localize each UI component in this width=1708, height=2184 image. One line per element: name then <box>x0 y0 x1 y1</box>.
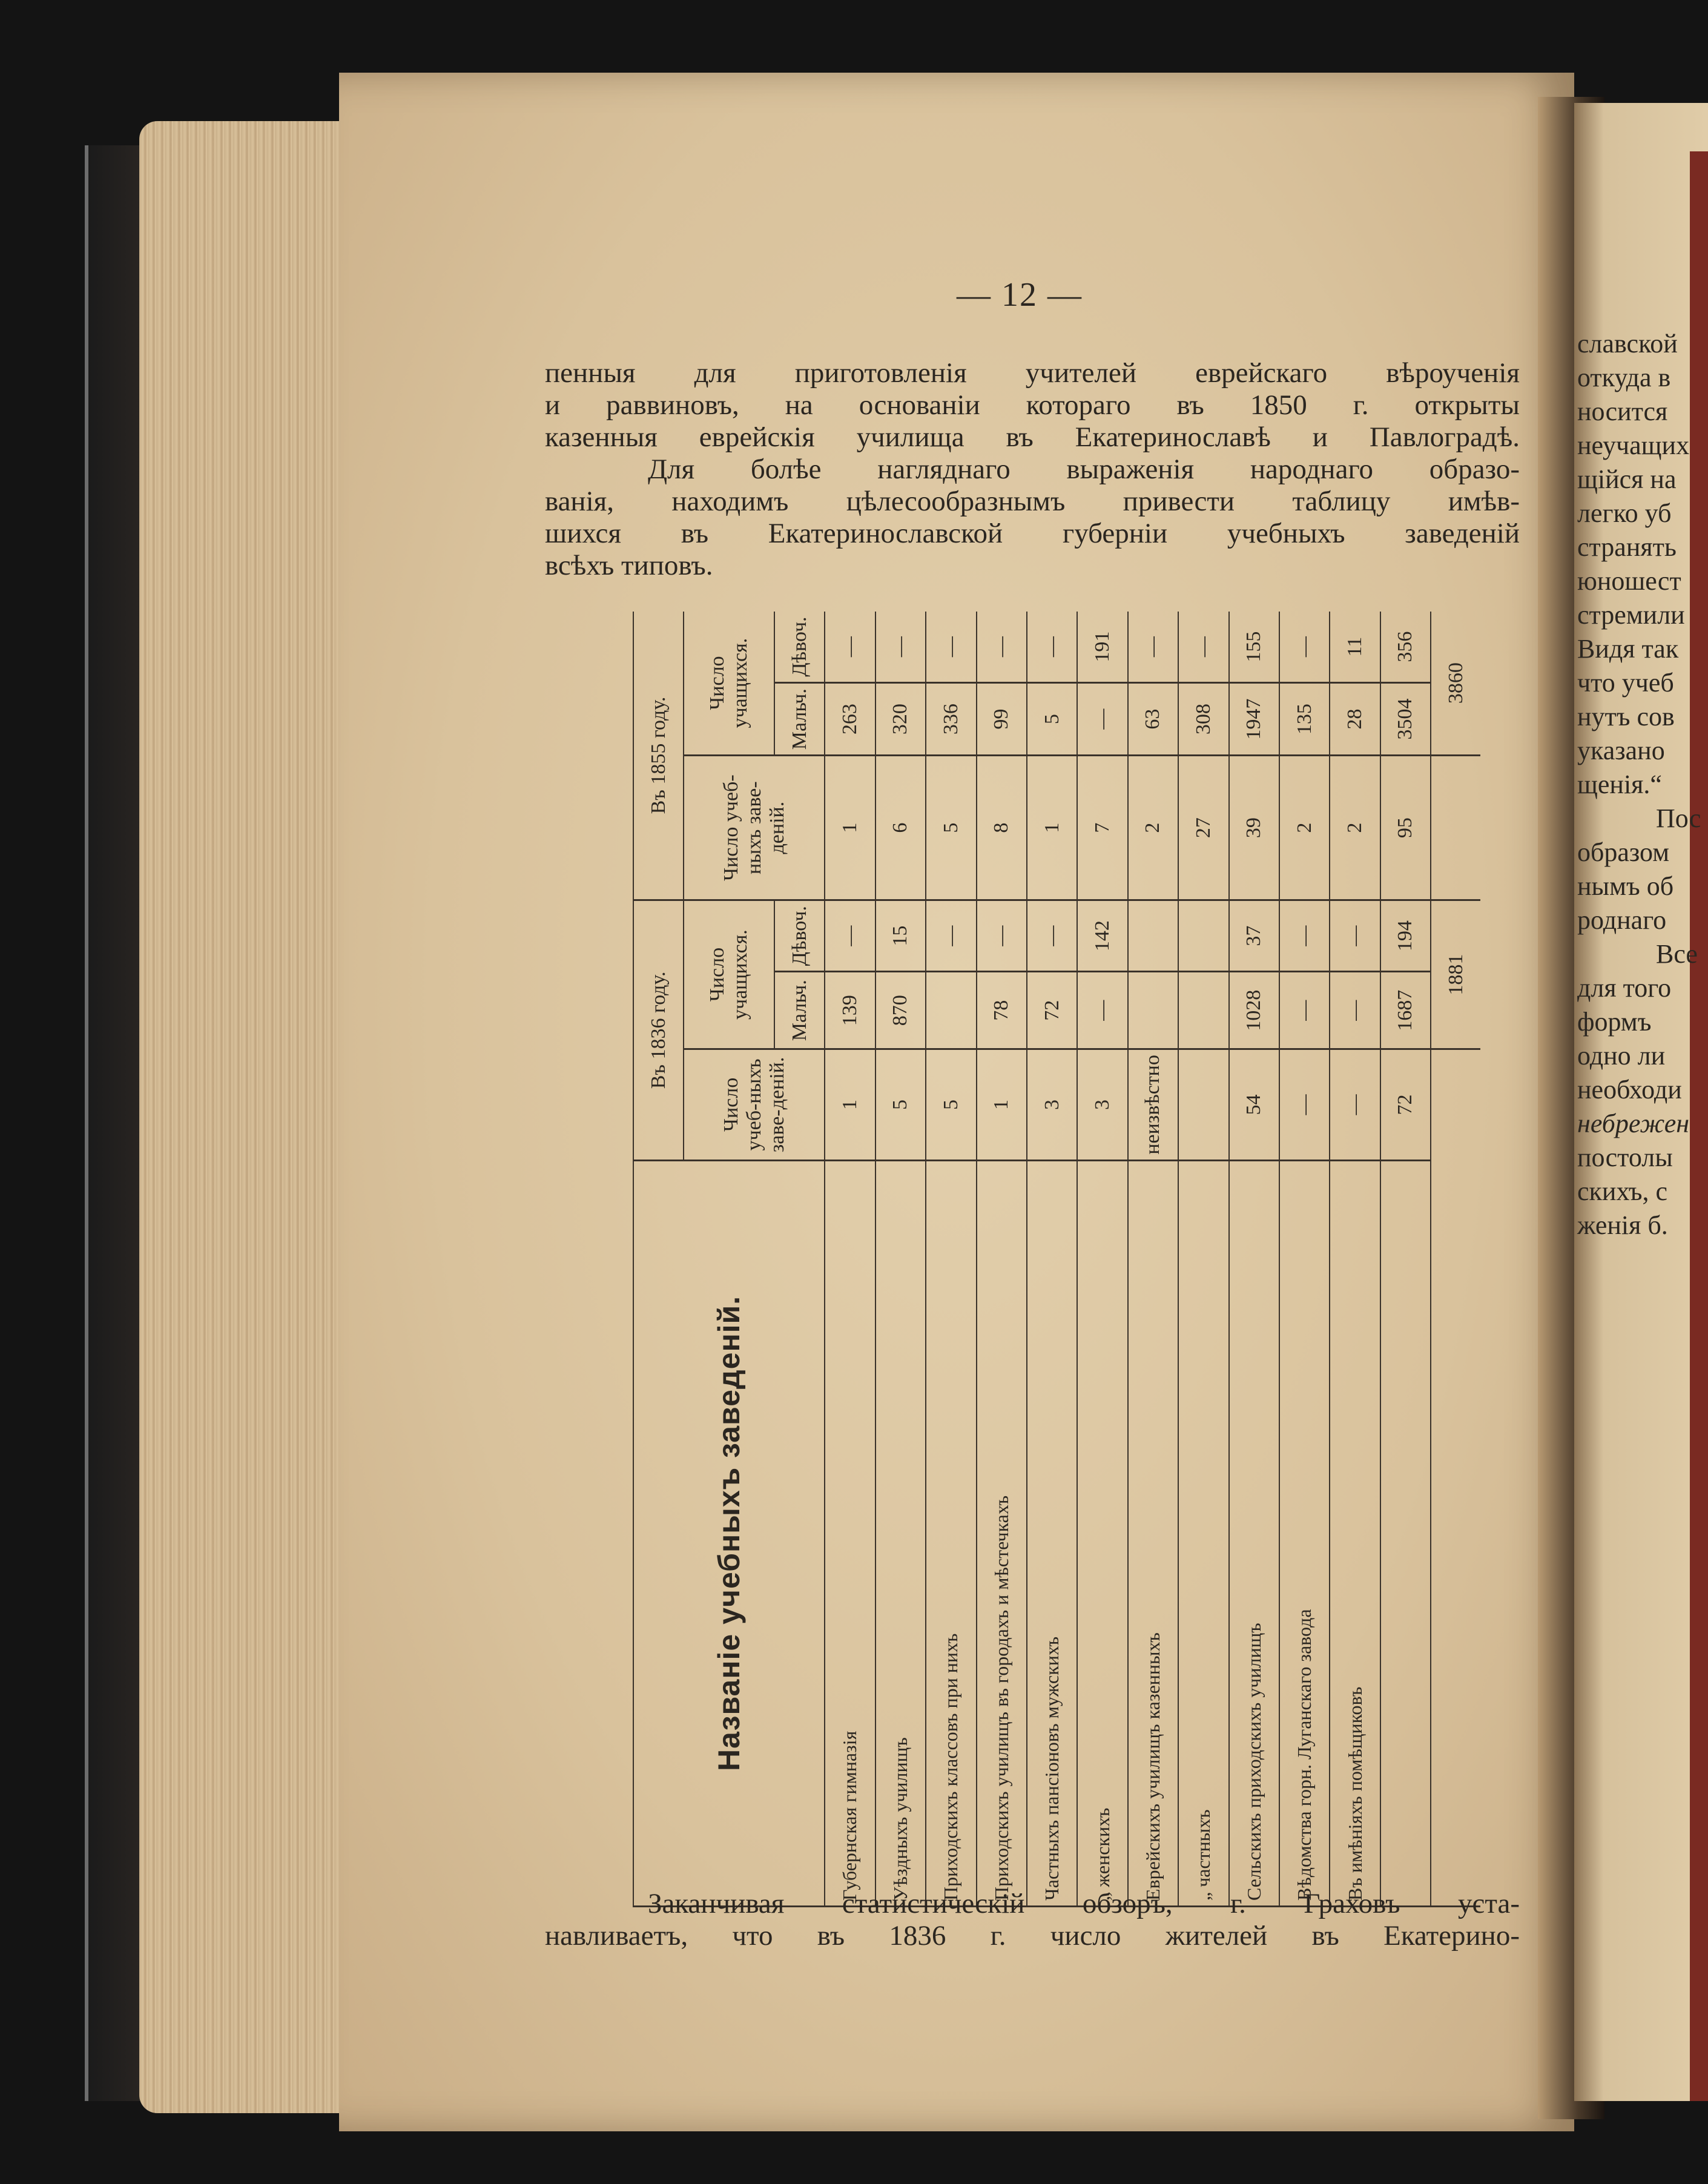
institutions-1836: 1 <box>977 1049 1027 1161</box>
right-page-text <box>1577 327 1701 1242</box>
girls-1836: — <box>1330 900 1380 972</box>
girls-1855: — <box>875 612 926 683</box>
boys-1855: 1947 <box>1229 683 1279 756</box>
table-row <box>1279 612 1330 1907</box>
boys-1836: — <box>1279 972 1330 1049</box>
right-line: легко уб <box>1577 498 1672 528</box>
institution-name: „ женскихъ <box>1077 1160 1127 1906</box>
text-line: Заканчивая статистическій обзоръ, г. Граховъ уста- <box>648 1888 1520 1919</box>
total-boys-1855: 3504 <box>1380 683 1431 756</box>
total-girls-1855: 356 <box>1380 612 1431 683</box>
institution-name: Частныхъ пансіоновъ мужскихъ <box>1027 1160 1077 1906</box>
right-line: образом <box>1577 837 1670 867</box>
girls-1855: — <box>1178 612 1228 683</box>
header-year-1836: Въ 1836 году. <box>633 900 684 1161</box>
institutions-1855: 39 <box>1229 756 1279 900</box>
text-line: шихся въ Екатеринославской губерніи учебныхъ заведеній <box>545 518 1520 549</box>
grand-total-row <box>1431 612 1480 1907</box>
text-line: казенныя еврейскія училища въ Екатеринославѣ и Павлоградѣ. <box>545 421 1520 453</box>
boys-1836 <box>1178 972 1228 1049</box>
right-line: нутъ сов <box>1577 702 1675 731</box>
girls-1855: — <box>977 612 1027 683</box>
grand-total-gap <box>1431 756 1480 900</box>
table-row <box>875 612 926 1907</box>
institutions-1836: — <box>1279 1049 1330 1161</box>
total-girls-1836: 194 <box>1380 900 1431 972</box>
text-line: пенныя для приготовленія учителей еврейскаго вѣроученія <box>545 357 1520 389</box>
header-boys-1836: Мальч. <box>774 972 825 1049</box>
boys-1836: 139 <box>825 972 875 1049</box>
institutions-1855: 27 <box>1178 756 1228 900</box>
institutions-1836: 54 <box>1229 1049 1279 1161</box>
table-row <box>977 612 1027 1907</box>
girls-1836: — <box>1027 900 1077 972</box>
right-line: скихъ, с <box>1577 1176 1668 1206</box>
boys-1855: 28 <box>1330 683 1380 756</box>
boys-1855: 336 <box>926 683 976 756</box>
institutions-1836: 5 <box>875 1049 926 1161</box>
girls-1855: 191 <box>1077 612 1127 683</box>
institutions-1855: 5 <box>926 756 976 900</box>
right-line: женія б. <box>1577 1210 1668 1240</box>
institution-name: Еврейскихъ училищъ казенныхъ <box>1128 1160 1178 1906</box>
girls-1836: 37 <box>1229 900 1279 972</box>
header-row-years <box>633 612 684 1907</box>
table-row <box>825 612 875 1907</box>
text-line: всѣхъ типовъ. <box>545 550 713 581</box>
grand-total-label <box>1431 1049 1480 1907</box>
right-line: что учеб <box>1577 668 1674 698</box>
total-institutions-1855: 95 <box>1380 756 1431 900</box>
header-year-1855: Въ 1855 году. <box>633 612 684 900</box>
boys-1855: 308 <box>1178 683 1228 756</box>
institutions-1836: неизвѣстно <box>1128 1049 1178 1161</box>
boys-1855: 99 <box>977 683 1027 756</box>
statistics-table-area <box>633 612 1480 1907</box>
boys-1836: — <box>1077 972 1127 1049</box>
right-line: откуда в <box>1577 363 1671 392</box>
right-line: формъ <box>1577 1007 1652 1037</box>
boys-1836: 72 <box>1027 972 1077 1049</box>
grand-total-1836: 1881 <box>1431 900 1480 1049</box>
boys-1855: 135 <box>1279 683 1330 756</box>
right-line: неучащих <box>1577 431 1690 460</box>
right-line: Пос <box>1656 803 1701 833</box>
institutions-1836: 3 <box>1077 1049 1127 1161</box>
top-paragraph <box>545 357 1520 582</box>
institution-name: Приходскихъ классовъ при нихъ <box>926 1160 976 1906</box>
institutions-1855: 1 <box>1027 756 1077 900</box>
table-row <box>1027 612 1077 1907</box>
institutions-1836 <box>1178 1049 1228 1161</box>
institution-name: Губернская гимназія <box>825 1160 875 1906</box>
boys-1836: 870 <box>875 972 926 1049</box>
right-line: для того <box>1577 973 1672 1003</box>
text-line: ванія, находимъ цѣлесообразнымъ привести таблицу имѣв- <box>545 486 1520 517</box>
girls-1855: — <box>926 612 976 683</box>
boys-1836: — <box>1330 972 1380 1049</box>
girls-1855: 11 <box>1330 612 1380 683</box>
institution-name: „ частныхъ <box>1178 1160 1228 1906</box>
table-row <box>1128 612 1178 1907</box>
right-line: постолы <box>1577 1143 1673 1172</box>
right-line: носится <box>1577 397 1668 426</box>
boys-1855: 63 <box>1128 683 1178 756</box>
page-stack-edges <box>139 121 357 2113</box>
institutions-1836: 5 <box>926 1049 976 1161</box>
girls-1836: — <box>926 900 976 972</box>
institutions-1855: 7 <box>1077 756 1127 900</box>
header-girls-1836: Дѣвоч. <box>774 900 825 972</box>
table-row <box>1178 612 1228 1907</box>
institutions-1855: 6 <box>875 756 926 900</box>
header-students-1855: Число учащихся. <box>684 612 774 756</box>
table-row <box>1077 612 1127 1907</box>
right-line: щійся на <box>1577 464 1677 494</box>
totals-row <box>1380 612 1431 1907</box>
boys-1836 <box>1128 972 1178 1049</box>
girls-1855: 155 <box>1229 612 1279 683</box>
boys-1855: 263 <box>825 683 875 756</box>
girls-1836: 15 <box>875 900 926 972</box>
table-row <box>1229 612 1279 1907</box>
right-line: юношест <box>1577 566 1681 596</box>
rotated-table <box>633 612 1480 1907</box>
header-students-1836: Число учащихся. <box>684 900 774 1049</box>
right-line: нымъ об <box>1577 871 1674 901</box>
education-statistics-table <box>633 612 1480 1907</box>
institution-name: Въ имѣніяхъ помѣщиковъ <box>1330 1160 1380 1906</box>
grand-total-1855: 3860 <box>1431 612 1480 756</box>
boys-1855: 5 <box>1027 683 1077 756</box>
right-line: одно ли <box>1577 1041 1666 1071</box>
right-line: щенія.“ <box>1577 770 1662 799</box>
table-body <box>825 612 1480 1907</box>
totals-label <box>1380 1160 1431 1906</box>
girls-1855: — <box>825 612 875 683</box>
right-line: небрежен <box>1577 1109 1690 1138</box>
table-row <box>926 612 976 1907</box>
header-boys-1855: Мальч. <box>774 683 825 756</box>
header-institutions-1855: Число учеб-ныхъ заве-деній. <box>684 756 825 900</box>
right-line: Видя так <box>1577 634 1679 664</box>
right-line: роднаго <box>1577 905 1667 935</box>
institutions-1836: 1 <box>825 1049 875 1161</box>
girls-1836: — <box>1279 900 1330 972</box>
institution-name: Приходскихъ училищъ въ городахъ и мѣстечкахъ <box>977 1160 1027 1906</box>
text-line: навливаетъ, что въ 1836 г. число жителей въ Екатерино- <box>545 1920 1520 1951</box>
boys-1836 <box>926 972 976 1049</box>
text-line: и раввиновъ, на основаніи котораго въ 1850 г. открыты <box>545 389 1520 421</box>
institution-name: Уѣздныхъ училищъ <box>875 1160 926 1906</box>
right-line: необходи <box>1577 1075 1682 1104</box>
girls-1855: — <box>1128 612 1178 683</box>
total-boys-1836: 1687 <box>1380 972 1431 1049</box>
boys-1855: — <box>1077 683 1127 756</box>
girls-1836 <box>1178 900 1228 972</box>
text-line: Для болѣе нагляднаго выраженія народнаго образо- <box>648 454 1520 485</box>
girls-1836: 142 <box>1077 900 1127 972</box>
right-line: указано <box>1577 736 1665 765</box>
girls-1836 <box>1128 900 1178 972</box>
institution-name: Вѣдомства горн. Луганскаго завода <box>1279 1160 1330 1906</box>
institutions-1855: 2 <box>1128 756 1178 900</box>
right-line: стремили <box>1577 600 1685 630</box>
boys-1855: 320 <box>875 683 926 756</box>
boys-1836: 78 <box>977 972 1027 1049</box>
girls-1855: — <box>1279 612 1330 683</box>
bottom-paragraph <box>545 1888 1520 1952</box>
right-page <box>1574 103 1708 2101</box>
institution-name: Сельскихъ приходскихъ училищъ <box>1229 1160 1279 1906</box>
institutions-1855: 2 <box>1330 756 1380 900</box>
institutions-1836: 3 <box>1027 1049 1077 1161</box>
right-line: странять <box>1577 532 1677 562</box>
header-girls-1855: Дѣвоч. <box>774 612 825 683</box>
institutions-1855: 1 <box>825 756 875 900</box>
table-title: Названіе учебныхъ заведеній. <box>633 1160 825 1906</box>
institutions-1836: — <box>1330 1049 1380 1161</box>
right-line: славской <box>1577 329 1678 358</box>
institutions-1855: 8 <box>977 756 1027 900</box>
right-line: Все <box>1656 939 1698 969</box>
header-institutions-1836: Число учеб-ныхъ заве-деній. <box>684 1049 825 1161</box>
girls-1836: — <box>825 900 875 972</box>
page-number: — 12 — <box>957 276 1083 314</box>
table-row <box>1330 612 1380 1907</box>
girls-1836: — <box>977 900 1027 972</box>
boys-1836: 1028 <box>1229 972 1279 1049</box>
institutions-1855: 2 <box>1279 756 1330 900</box>
girls-1855: — <box>1027 612 1077 683</box>
total-institutions-1836: 72 <box>1380 1049 1431 1161</box>
